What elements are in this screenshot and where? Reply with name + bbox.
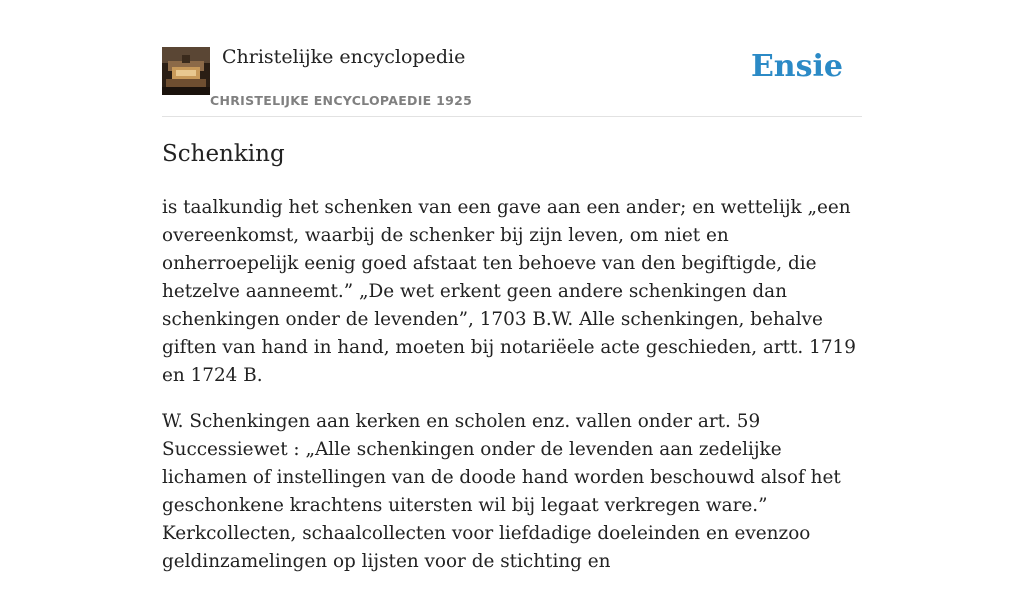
- book-press-thumbnail-icon: [162, 47, 210, 95]
- site-title[interactable]: Christelijke encyclopedie: [222, 46, 466, 68]
- article-paragraph: is taalkundig het schenken van een gave aan een ander; en wettelijk „een overeenkomst, waarbij de schenker bij zijn leven, om niet en onherroepelijk eenig goed afstaat ten behoeve van den begiftigde, die hetzelve aanneemt.” „De wet erkent geen andere schenkingen dan schenkingen onder de levenden”, 1703 B.W. Alle schenkingen, behalve giften van hand in hand, moeten bij notariëele acte geschieden, artt. 1719 en 1724 B.: [162, 197, 856, 386]
- avatar[interactable]: [162, 47, 210, 95]
- site-subtitle: CHRISTELIJKE ENCYCLOPAEDIE 1925: [210, 93, 473, 108]
- brand-logo[interactable]: Ensie: [750, 49, 843, 84]
- site-header: [162, 46, 862, 117]
- article-paragraph: W. Schenkingen aan kerken en scholen enz. vallen onder art. 59 Successiewet : „Alle schenkingen onder de levenden aan zedelijke lichamen of instellingen van de doode hand worden beschouwd alsof het geschonkene krachtens uitersten wil bij legaat verkregen ware.” Kerkcollecten, schaalcollecten voor liefdadige doeleinden en evenzoo geldinzamelingen op lijsten voor de stichting en: [162, 411, 841, 572]
- article-title: Schenking: [162, 141, 285, 167]
- article: [162, 138, 864, 594]
